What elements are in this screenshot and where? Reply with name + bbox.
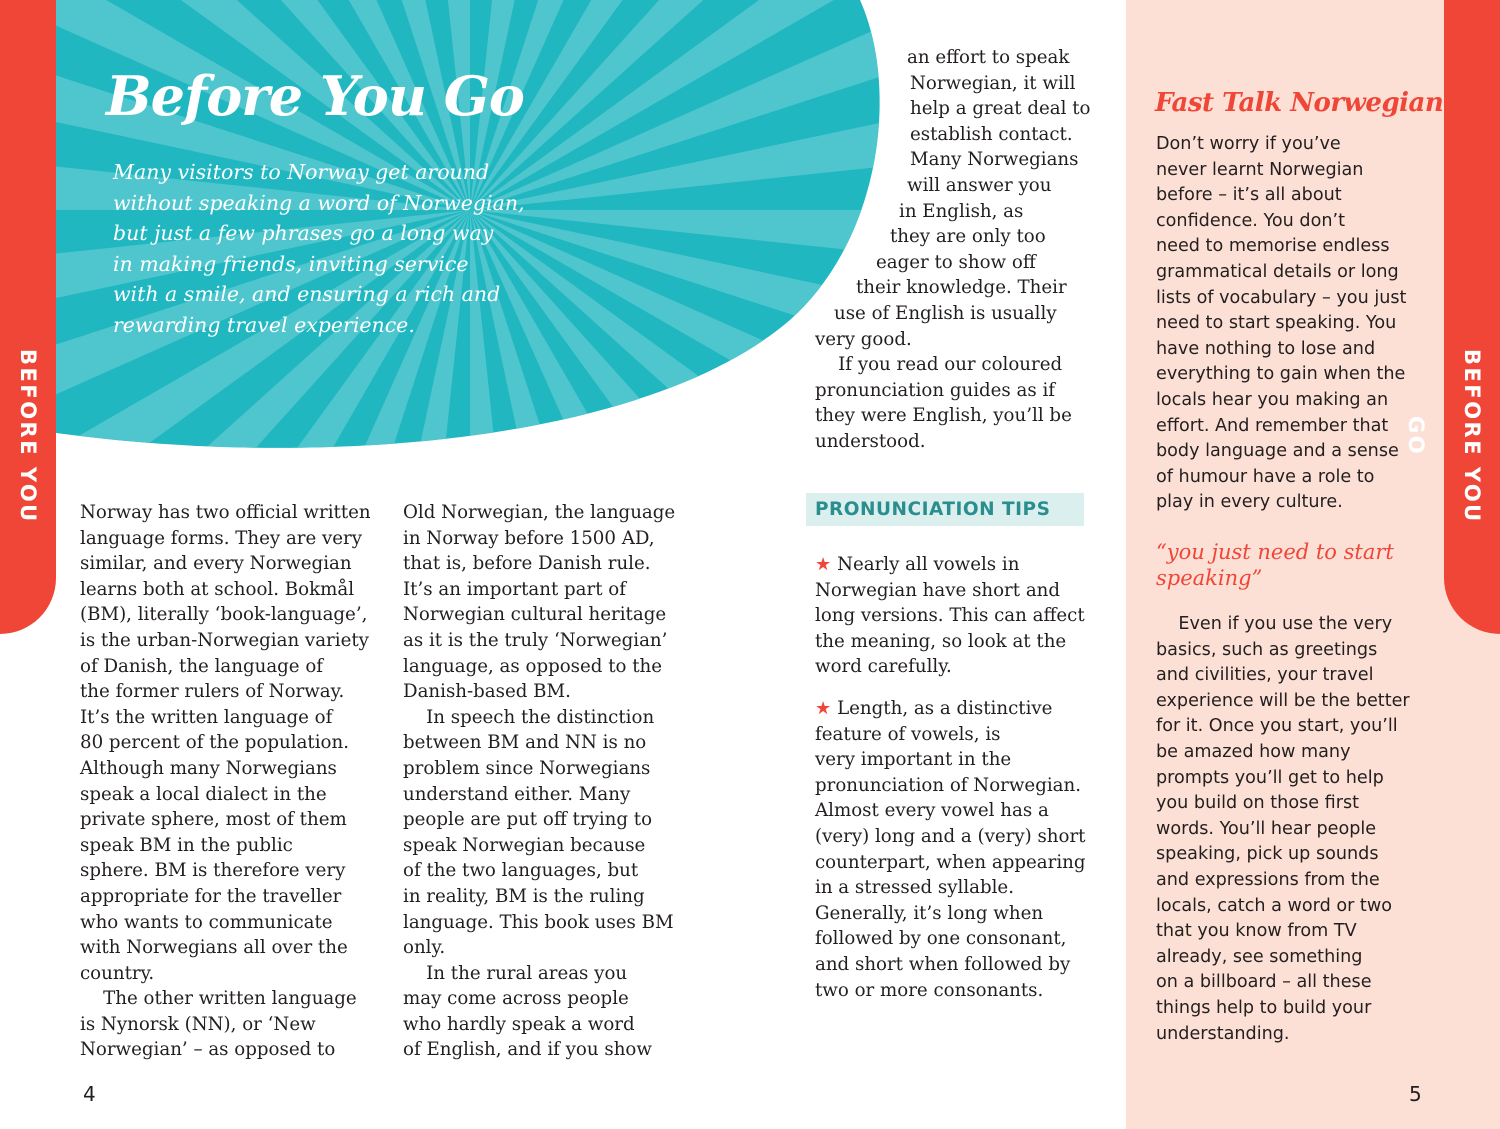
- tip-2-line: Generally, it’s long when: [815, 902, 1044, 924]
- column-3-line: an effort to speak: [907, 47, 1070, 68]
- column-1-line: It’s the written language of: [80, 706, 333, 728]
- sidebar-2-line: on a billboard – all these: [1156, 972, 1372, 993]
- sidebar-2-line: and expressions from the: [1156, 869, 1380, 890]
- column-1-text: [80, 500, 371, 1063]
- column-2-line: who hardly speak a word: [403, 1013, 635, 1035]
- tip-1-line: ★ Nearly all vowels in: [815, 554, 1020, 575]
- sidebar-1-line: grammatical details or long: [1156, 261, 1399, 282]
- column-2-line: between BM and NN is no: [403, 732, 647, 754]
- sidebar-1-line: confidence. You don’t: [1156, 210, 1345, 231]
- pronunciation-tips-heading: PRONUNCIATION TIPS: [806, 493, 1084, 526]
- sidebar-1-line: need to memorise endless: [1156, 236, 1390, 257]
- column-3-line: very good.: [815, 328, 912, 350]
- intro-line: Many visitors to Norway get around: [113, 160, 490, 184]
- column-3-line: use of English is usually: [834, 302, 1057, 324]
- column-3-line: they were English, you’ll be: [815, 405, 1072, 427]
- column-1-line: sphere. BM is therefore very: [80, 860, 346, 882]
- column-3-line: If you read our coloured: [815, 354, 1063, 376]
- sidebar-paragraph-2: [1156, 612, 1410, 1047]
- sidebar-2-line: be amazed how many: [1156, 741, 1351, 762]
- sidebar-1-line: effort. And remember that: [1156, 415, 1389, 436]
- sidebar-1-line: locals hear you making an: [1156, 389, 1389, 410]
- column-1-line: with Norwegians all over the: [80, 937, 348, 959]
- pull-quote: [1156, 539, 1394, 591]
- column-2-line: Old Norwegian, the language: [403, 502, 676, 523]
- column-2-line: of English, and if you show: [403, 1039, 652, 1061]
- column-3-line: understood.: [815, 430, 926, 452]
- column-1-line: learns both at school. Bokmål: [80, 578, 355, 600]
- column-2-line: people are put off trying to: [403, 809, 653, 831]
- tip-1-line: Norwegian have short and: [815, 579, 1061, 601]
- column-2-line: as it is the truly ‘Norwegian’: [403, 629, 668, 651]
- column-3-line: pronunciation guides as if: [815, 379, 1056, 401]
- tip-1-line: the meaning, so look at the: [815, 630, 1067, 652]
- sidebar-2-line: basics, such as greetings: [1156, 639, 1378, 660]
- page-number-left: 4: [83, 1082, 96, 1106]
- sidebar-paragraph-1: [1156, 132, 1406, 516]
- column-1-line: who wants to communicate: [80, 911, 333, 933]
- right-tab-label: BEFORE YOU GO: [1404, 348, 1484, 524]
- sidebar-1-line: have nothing to lose and: [1156, 338, 1376, 359]
- column-2-line: speak Norwegian because: [403, 834, 646, 856]
- sidebar-1-line: Don’t worry if you’ve: [1156, 134, 1341, 154]
- column-2-line: In speech the distinction: [403, 706, 655, 728]
- intro-line: rewarding travel experience.: [113, 312, 415, 337]
- column-1-line: is Nynorsk (NN), or ‘New: [80, 1013, 316, 1035]
- column-1-line: is the urban-Norwegian variety: [80, 629, 369, 651]
- column-1-line: Although many Norwegians: [80, 757, 337, 779]
- sidebar-2-line: experience will be the better: [1156, 690, 1410, 711]
- sidebar-2-line: locals, catch a word or two: [1156, 895, 1392, 916]
- tip-1-line: long versions. This can affect: [815, 605, 1085, 627]
- column-1-line: Norway has two official written: [80, 502, 371, 523]
- column-2-line: that is, before Danish rule.: [403, 553, 651, 575]
- column-2-text: [403, 500, 675, 1063]
- column-1-line: language forms. They are very: [80, 527, 363, 549]
- sidebar-2-line: already, see something: [1156, 946, 1363, 967]
- column-2-line: language. This book uses BM: [403, 911, 674, 933]
- column-2-line: only.: [403, 937, 446, 959]
- sidebar-1-line: never learnt Norwegian: [1156, 159, 1364, 180]
- column-1-line: (BM), literally ‘book-language’,: [80, 604, 368, 626]
- sidebar-2-line: things help to build your: [1156, 997, 1372, 1018]
- pull-quote-line: “you just need to start: [1156, 540, 1394, 564]
- column-2-line: of the two languages, but: [403, 860, 639, 882]
- sidebar-2-line: that you know from TV: [1156, 921, 1357, 942]
- tip-2-line: pronunciation of Norwegian.: [815, 774, 1081, 796]
- column-1-line: country.: [80, 962, 155, 984]
- column-3-line: they are only too: [890, 226, 1046, 248]
- page-number-right: 5: [1409, 1082, 1422, 1106]
- column-1-line: appropriate for the traveller: [80, 885, 342, 907]
- column-2-line: language, as opposed to the: [403, 655, 663, 677]
- tip-1-line: word carefully.: [815, 656, 952, 678]
- tip-2-line: very important in the: [815, 749, 1012, 771]
- star-bullet-icon: ★: [815, 698, 832, 719]
- column-2-line: in Norway before 1500 AD,: [403, 527, 655, 549]
- column-3-line: their knowledge. Their: [856, 277, 1067, 299]
- column-2-line: understand either. Many: [403, 783, 631, 805]
- column-3-line: eager to show off: [876, 251, 1036, 273]
- left-tab-label: BEFORE YOU: [16, 348, 40, 524]
- column-3-line: will answer you: [907, 174, 1052, 196]
- tip-2-line: feature of vowels, is: [815, 723, 1001, 745]
- column-2-line: may come across people: [403, 988, 629, 1010]
- sidebar-1-line: before – it’s all about: [1156, 185, 1342, 206]
- intro-line: in making friends, inviting service: [113, 251, 469, 276]
- sidebar-2-line: understanding.: [1156, 1023, 1290, 1044]
- right-section-tab: [1404, 0, 1500, 634]
- tip-2-line: in a stressed syllable.: [815, 877, 1014, 899]
- column-2-line: It’s an important part of: [403, 578, 626, 600]
- tip-2-line: followed by one consonant,: [815, 928, 1067, 950]
- column-2-line: in reality, BM is the ruling: [403, 885, 645, 907]
- tip-2-line: counterpart, when appearing: [815, 851, 1086, 873]
- column-1-line: private sphere, most of them: [80, 809, 347, 831]
- column-2-line: Norwegian cultural heritage: [403, 604, 667, 626]
- column-3-line: in English, as: [899, 200, 1024, 222]
- sidebar-1-line: of humour have a role to: [1156, 466, 1375, 487]
- sidebar-2-line: Even if you use the very: [1156, 614, 1393, 634]
- sidebar-2-line: speaking, pick up sounds: [1156, 844, 1379, 865]
- sidebar-1-line: play in every culture.: [1156, 492, 1343, 513]
- sidebar-1-line: need to start speaking. You: [1156, 313, 1397, 334]
- column-2-line: In the rural areas you: [403, 962, 628, 984]
- column-3-line: establish contact.: [910, 123, 1073, 145]
- tip-2-line: (very) long and a (very) short: [815, 825, 1086, 847]
- column-1-line: speak a local dialect in the: [80, 783, 327, 805]
- column-3-line: Norwegian, it will: [910, 72, 1076, 94]
- tip-2: [815, 696, 1086, 1003]
- column-1-line: of Danish, the language of: [80, 655, 324, 677]
- column-2-line: problem since Norwegians: [403, 757, 651, 779]
- tip-2-line: ★ Length, as a distinctive: [815, 698, 1053, 719]
- tip-2-line: and short when followed by: [815, 953, 1071, 975]
- column-3-top-text: [0, 45, 1100, 455]
- pull-quote-line: speaking”: [1156, 566, 1263, 590]
- tip-2-line: two or more consonants.: [815, 979, 1044, 1001]
- column-2-line: Danish-based BM.: [403, 681, 571, 703]
- sidebar-heading: Fast Talk Norwegian: [1155, 88, 1444, 118]
- sidebar-2-line: for it. Once you start, you’ll: [1156, 716, 1398, 737]
- column-1-line: The other written language: [80, 988, 357, 1010]
- sidebar-2-line: you build on those first: [1156, 793, 1360, 814]
- tip-2-line: Almost every vowel has a: [815, 800, 1049, 822]
- intro-line: without speaking a word of Norwegian,: [113, 190, 525, 215]
- column-3-line: help a great deal to: [910, 98, 1091, 120]
- tip-1: [815, 552, 1085, 680]
- column-1-line: the former rulers of Norway.: [80, 681, 345, 703]
- column-1-line: similar, and every Norwegian: [80, 553, 352, 575]
- column-1-line: speak BM in the public: [80, 834, 293, 856]
- star-bullet-icon: ★: [815, 554, 832, 575]
- column-3-line: Many Norwegians: [910, 149, 1079, 171]
- column-1-line: 80 percent of the population.: [80, 732, 349, 754]
- intro-line: with a smile, and ensuring a rich and: [113, 282, 501, 307]
- column-1-line: Norwegian’ – as opposed to: [80, 1039, 336, 1061]
- sidebar-2-line: and civilities, your travel: [1156, 665, 1374, 686]
- sidebar-2-line: words. You’ll hear people: [1156, 818, 1377, 839]
- sidebar-1-line: body language and a sense: [1156, 441, 1399, 462]
- sidebar-1-line: everything to gain when the: [1156, 364, 1406, 385]
- sidebar-2-line: prompts you’ll get to help: [1156, 767, 1384, 788]
- intro-line: but just a few phrases go a long way: [113, 221, 494, 246]
- sidebar-1-line: lists of vocabulary – you just: [1156, 287, 1407, 308]
- page-title: Before You Go: [106, 64, 524, 128]
